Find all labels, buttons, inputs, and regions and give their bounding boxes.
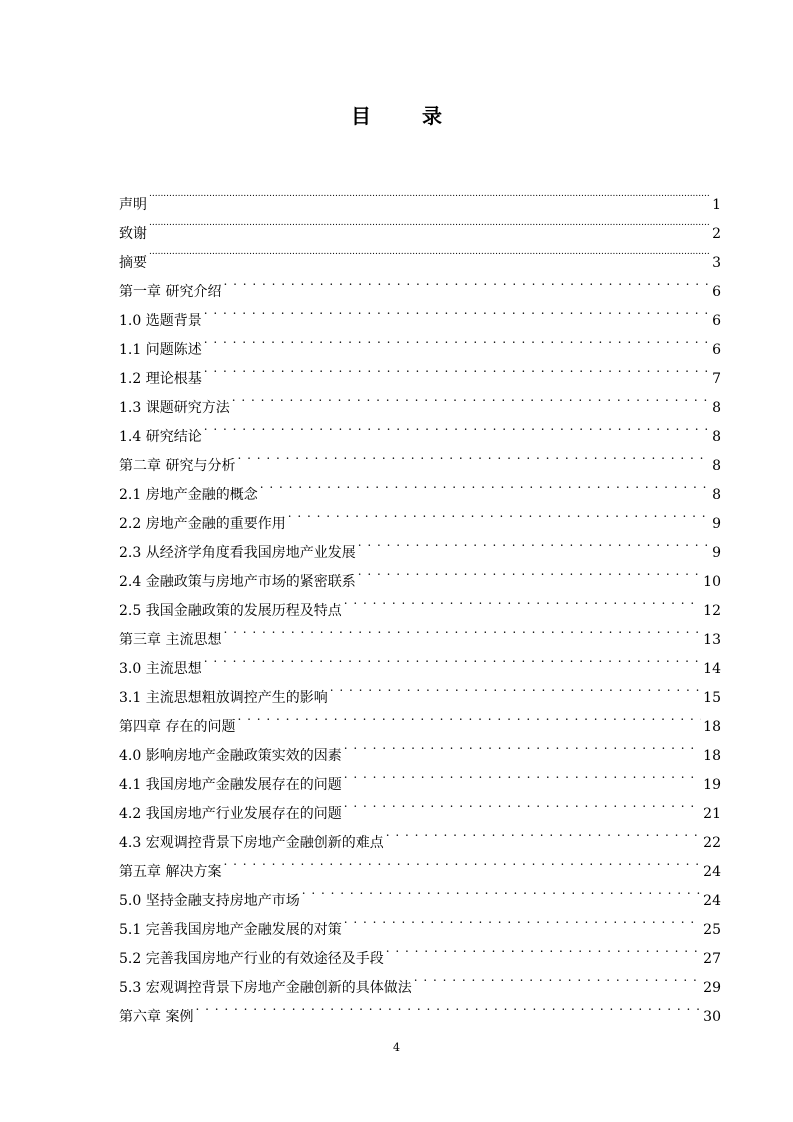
toc-dot-leader xyxy=(223,267,709,296)
toc-dot-leader xyxy=(204,296,709,325)
toc-entry-page: 15 xyxy=(703,690,721,706)
toc-entry-page: 30 xyxy=(703,1009,721,1025)
toc-dot-leader xyxy=(149,238,709,267)
toc-entry[interactable] xyxy=(119,325,721,358)
toc-entry-label: 1.2 理论根基 xyxy=(119,371,202,387)
toc-entry[interactable] xyxy=(119,267,721,300)
toc-entry[interactable] xyxy=(119,441,721,474)
toc-entry-label: 第六章 案例 xyxy=(119,1009,194,1025)
toc-entry-label: 2.4 金融政策与房地产市场的紧密联系 xyxy=(119,574,356,590)
toc-entry-label: 3.0 主流思想 xyxy=(119,661,202,677)
toc-entry[interactable] xyxy=(119,992,721,1025)
toc-entry[interactable] xyxy=(119,644,721,677)
toc-dot-leader xyxy=(149,209,709,238)
toc-entry-label: 5.1 完善我国房地产金融发展的对策 xyxy=(119,922,342,938)
page-title: 目 录 xyxy=(351,104,464,128)
page-number: 4 xyxy=(393,1041,400,1054)
toc-entry-page: 27 xyxy=(703,951,721,967)
toc-entry-page: 8 xyxy=(712,400,721,416)
toc-entry[interactable] xyxy=(119,673,721,706)
toc-entry-label: 第五章 解决方案 xyxy=(119,864,222,880)
toc-dot-leader xyxy=(260,470,709,499)
toc-entry-page: 3 xyxy=(712,255,721,271)
toc-dot-leader xyxy=(344,789,701,818)
toc-entry-label: 1.3 课题研究方法 xyxy=(119,400,230,416)
toc-entry-label: 1.1 问题陈述 xyxy=(119,342,202,358)
toc-entry-page: 1 xyxy=(712,197,721,213)
toc-entry-page: 6 xyxy=(712,313,721,329)
toc-entry-page: 13 xyxy=(703,632,721,648)
toc-dot-leader xyxy=(204,354,709,383)
toc-dot-leader xyxy=(358,528,709,557)
toc-entry-page: 29 xyxy=(703,980,721,996)
toc-entry-label: 3.1 主流思想粗放调控产生的影响 xyxy=(119,690,328,706)
toc-entry-label: 致谢 xyxy=(119,226,147,242)
toc-entry-page: 7 xyxy=(712,371,721,387)
toc-entry-page: 24 xyxy=(703,864,721,880)
toc-entry-page: 6 xyxy=(712,284,721,300)
toc-entry-page: 14 xyxy=(703,661,721,677)
toc-entry-label: 5.0 坚持金融支持房地产市场 xyxy=(119,893,300,909)
toc-entry-page: 8 xyxy=(712,458,721,474)
toc-dot-leader xyxy=(223,847,701,876)
toc-entry-page: 2 xyxy=(712,226,721,242)
table-of-contents xyxy=(119,180,721,1025)
toc-dot-leader xyxy=(288,499,709,528)
toc-entry-page: 19 xyxy=(703,777,721,793)
toc-dot-leader xyxy=(358,557,701,586)
toc-entry-label: 第四章 存在的问题 xyxy=(119,719,236,735)
toc-dot-leader xyxy=(302,876,701,905)
toc-entry-label: 摘要 xyxy=(119,255,147,271)
toc-entry-page: 6 xyxy=(712,342,721,358)
toc-entry-page: 9 xyxy=(712,516,721,532)
toc-entry-label: 第二章 研究与分析 xyxy=(119,458,236,474)
toc-entry[interactable] xyxy=(119,209,721,242)
toc-entry-label: 5.2 完善我国房地产行业的有效途径及手段 xyxy=(119,951,384,967)
toc-entry-page: 18 xyxy=(703,748,721,764)
toc-entry-page: 8 xyxy=(712,429,721,445)
toc-dot-leader xyxy=(204,644,701,673)
toc-entry-label: 4.0 影响房地产金融政策实效的因素 xyxy=(119,748,342,764)
toc-dot-leader xyxy=(204,412,709,441)
toc-entry[interactable] xyxy=(119,296,721,329)
toc-dot-leader xyxy=(386,934,701,963)
toc-entry-page: 8 xyxy=(712,487,721,503)
toc-entry-label: 2.1 房地产金融的概念 xyxy=(119,487,258,503)
toc-dot-leader xyxy=(149,180,709,209)
toc-entry-page: 21 xyxy=(703,806,721,822)
toc-dot-leader xyxy=(344,760,701,789)
toc-entry-label: 4.2 我国房地产行业发展存在的问题 xyxy=(119,806,342,822)
toc-entry-label: 第一章 研究介绍 xyxy=(119,284,222,300)
toc-entry-page: 12 xyxy=(703,603,721,619)
toc-entry-label: 第三章 主流思想 xyxy=(119,632,222,648)
toc-entry-page: 18 xyxy=(703,719,721,735)
toc-entry-label: 声明 xyxy=(119,197,147,213)
toc-entry-label: 4.1 我国房地产金融发展存在的问题 xyxy=(119,777,342,793)
toc-entry-page: 22 xyxy=(703,835,721,851)
toc-dot-leader xyxy=(223,615,701,644)
toc-entry-label: 2.3 从经济学角度看我国房地产业发展 xyxy=(119,545,356,561)
toc-entry[interactable] xyxy=(119,354,721,387)
toc-dot-leader xyxy=(386,818,701,847)
toc-entry-label: 1.4 研究结论 xyxy=(119,429,202,445)
toc-dot-leader xyxy=(330,673,701,702)
toc-entry-page: 24 xyxy=(703,893,721,909)
toc-entry-page: 9 xyxy=(712,545,721,561)
toc-dot-leader xyxy=(344,586,701,615)
toc-entry-label: 1.0 选题背景 xyxy=(119,313,202,329)
toc-dot-leader xyxy=(204,325,709,354)
toc-dot-leader xyxy=(344,905,701,934)
toc-entry[interactable] xyxy=(119,180,721,213)
toc-dot-leader xyxy=(414,963,701,992)
toc-entry-label: 2.5 我国金融政策的发展历程及特点 xyxy=(119,603,342,619)
toc-dot-leader xyxy=(237,702,701,731)
toc-entry-label: 4.3 宏观调控背景下房地产金融创新的难点 xyxy=(119,835,384,851)
toc-entry[interactable] xyxy=(119,383,721,416)
toc-entry-label: 2.2 房地产金融的重要作用 xyxy=(119,516,286,532)
toc-entry[interactable] xyxy=(119,238,721,271)
toc-dot-leader xyxy=(195,992,701,1021)
toc-entry[interactable] xyxy=(119,412,721,445)
toc-entry-label: 5.3 宏观调控背景下房地产金融创新的具体做法 xyxy=(119,980,412,996)
toc-dot-leader xyxy=(344,731,701,760)
toc-dot-leader xyxy=(237,441,709,470)
toc-entry-page: 25 xyxy=(703,922,721,938)
toc-dot-leader xyxy=(232,383,709,412)
toc-entry-page: 10 xyxy=(703,574,721,590)
